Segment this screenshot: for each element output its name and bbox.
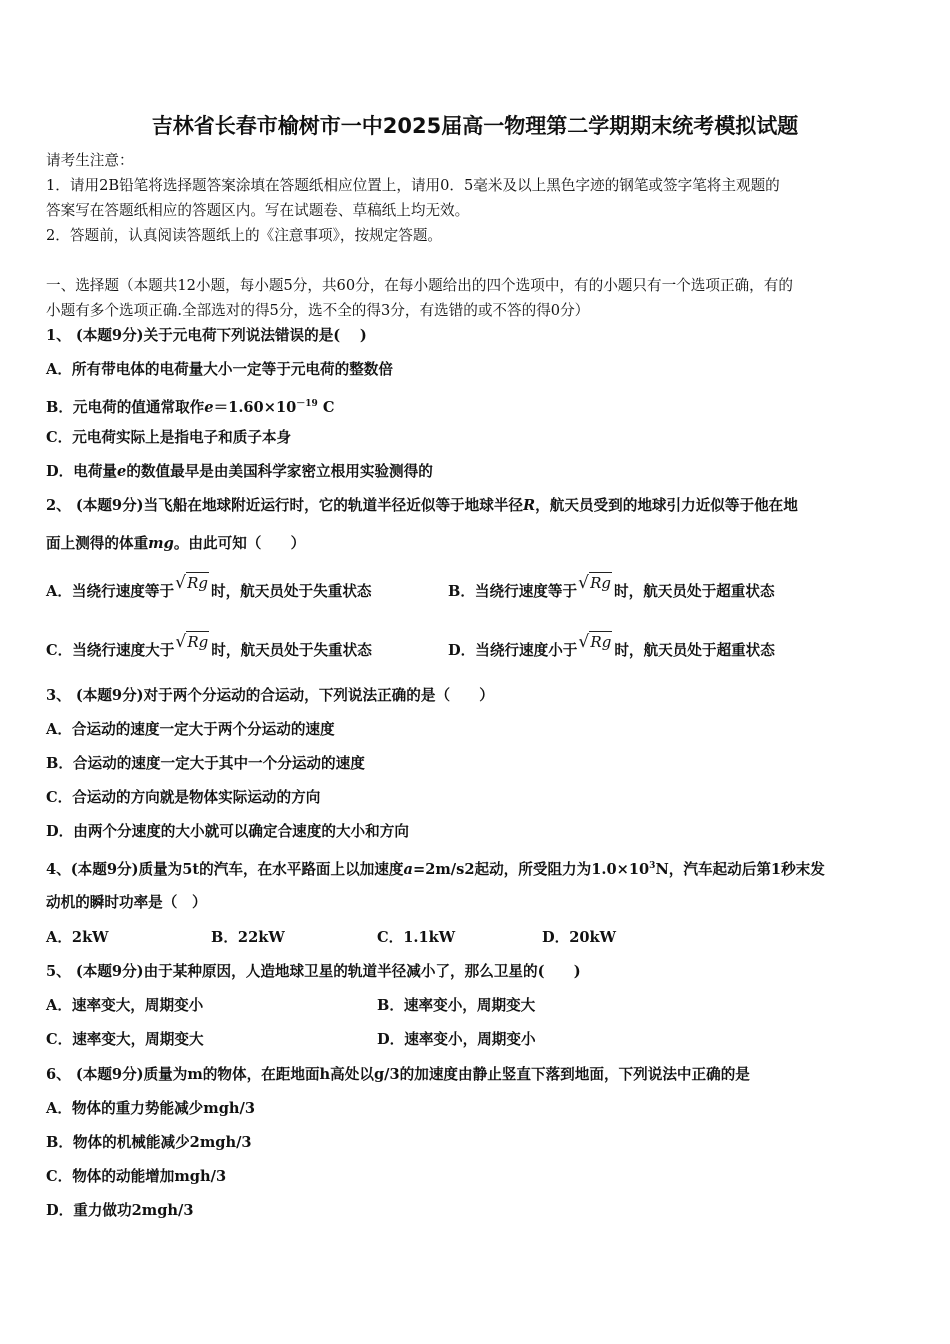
section-heading-line-2: 小题有多个选项正确.全部选对的得5分，选不全的得3分，有选错的或不答的得0分） <box>46 302 590 319</box>
q1-option-c: C．元电荷实际上是指电子和质子本身 <box>46 429 292 446</box>
q6-option-c: C．物体的动能增加mgh/3 <box>46 1168 227 1185</box>
q5-stem: 5、 (本题9分)由于某种原因，人造地球卫星的轨道半径减小了，那么卫星的( ) <box>46 963 581 980</box>
q1-option-a: A．所有带电体的电荷量大小一定等于元电荷的整数倍 <box>46 361 393 378</box>
q5-option-a: A．速率变大，周期变小 <box>46 997 204 1014</box>
q2-option-b: B．当绕行速度等于√ Rg 时，航天员处于超重状态 <box>448 580 775 602</box>
q2-option-c: C．当绕行速度大于√ Rg 时，航天员处于失重状态 <box>46 639 372 661</box>
notice-item-2: 2．答题前，认真阅读答题纸上的《注意事项》，按规定答题。 <box>46 227 443 244</box>
sqrt-rg-formula: √ Rg <box>176 639 209 660</box>
q2-stem-line-2: 面上测得的体重mg。由此可知（ ） <box>46 535 306 552</box>
section-heading-line-1: 一、选择题（本题共12小题，每小题5分，共60分，在每小题给出的四个选项中，有的小题只有一个选项正确，有的 <box>46 277 793 294</box>
q4-stem-line-1: 4、(本题9分)质量为5t的汽车，在水平路面上以加速度a=2m/s2起动，所受阻力为$1.0\times 10^3N$，汽车起动后第1秒末发 <box>46 860 825 878</box>
q5-option-b: B．速率变小，周期变大 <box>377 997 536 1014</box>
sqrt-rg-formula: √ Rg <box>579 580 612 601</box>
q1-stem: 1、 (本题9分)关于元电荷下列说法错误的是( ) <box>46 327 367 344</box>
q2-option-d: D．当绕行速度小于√ Rg 时，航天员处于超重状态 <box>448 639 775 661</box>
q4-option-d: D．20kW <box>542 929 617 946</box>
q1-option-b: B．元电荷的值通常取作$e=1.60\times 10^{-19}$ C <box>46 398 335 416</box>
sqrt-rg-formula: √ Rg <box>176 580 209 601</box>
q4-option-a: A．2kW <box>46 929 109 946</box>
q6-option-d: D．重力做功2mgh/3 <box>46 1202 194 1219</box>
sqrt-rg-formula: √ Rg <box>579 639 612 660</box>
q6-option-b: B．物体的机械能减少2mgh/3 <box>46 1134 252 1151</box>
notice-item-1-line-1: 1．请用2B铅笔将选择题答案涂填在答题纸相应位置上，请用0．5毫米及以上黑色字迹的钢笔或签字笔将主观题的 <box>46 177 780 194</box>
q5-option-c: C．速率变大，周期变大 <box>46 1031 204 1048</box>
page-title: 吉林省长春市榆树市一中2025届高一物理第二学期期末统考模拟试题 <box>151 114 799 138</box>
q2-option-a: A．当绕行速度等于√ Rg 时，航天员处于失重状态 <box>46 580 372 602</box>
notice-item-1-line-2: 答案写在答题纸相应的答题区内。写在试题卷、草稿纸上均无效。 <box>46 202 470 219</box>
q3-option-c: C．合运动的方向就是物体实际运动的方向 <box>46 789 321 806</box>
q5-option-d: D．速率变小，周期变小 <box>377 1031 536 1048</box>
q6-stem: 6、 (本题9分)质量为m的物体，在距地面h高处以g/3的加速度由静止竖直下落到地面，下列说法中正确的是 <box>46 1066 750 1083</box>
q3-option-d: D．由两个分速度的大小就可以确定合速度的大小和方向 <box>46 823 409 840</box>
q1-option-d: D．电荷量e的数值最早是由美国科学家密立根用实验测得的 <box>46 463 433 480</box>
q4-option-c: C．1.1kW <box>377 929 456 946</box>
q3-option-a: A．合运动的速度一定大于两个分运动的速度 <box>46 721 335 738</box>
q2-stem-line-1: 2、 (本题9分)当飞船在地球附近运行时，它的轨道半径近似等于地球半径R，航天员受到的地球引力近似等于他在地 <box>46 497 798 514</box>
q6-option-a: A．物体的重力势能减少mgh/3 <box>46 1100 256 1117</box>
q4-option-b: B．22kW <box>211 929 285 946</box>
q3-stem: 3、 (本题9分)对于两个分运动的合运动，下列说法正确的是（ ） <box>46 687 494 704</box>
notice-heading: 请考生注意： <box>46 152 134 169</box>
q4-stem-line-2: 动机的瞬时功率是（ ） <box>46 894 207 911</box>
q3-option-b: B．合运动的速度一定大于其中一个分运动的速度 <box>46 755 365 772</box>
